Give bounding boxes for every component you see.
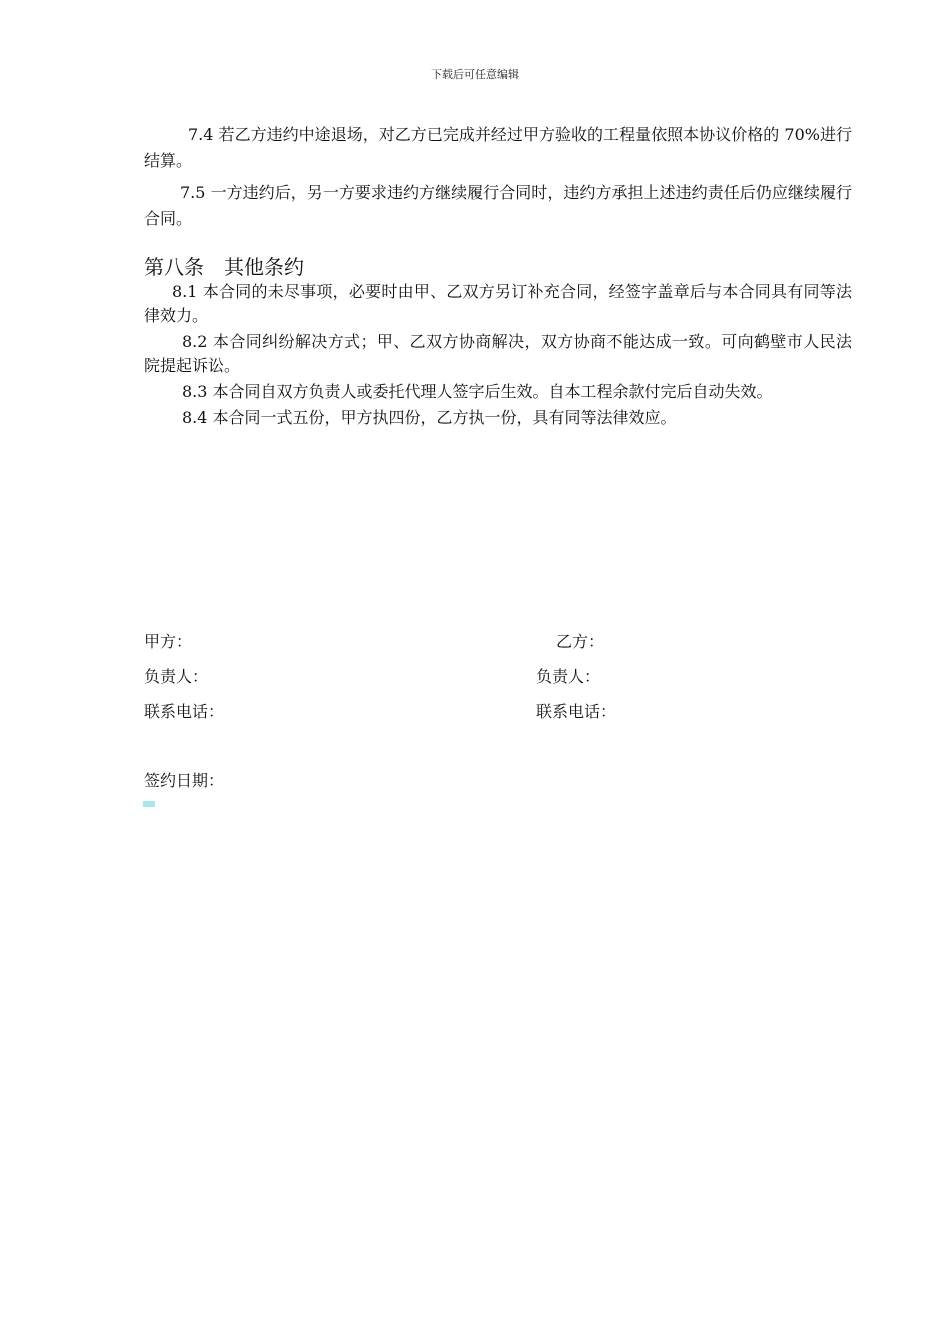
- clause-8-1: 8.1 本合同的未尽事项，必要时由甲、乙双方另订补充合同，经签字盖章后与本合同具有同等法律效力。: [144, 282, 852, 325]
- contract-body: [144, 122, 852, 430]
- phone-a-label: 联系电话：: [144, 702, 225, 721]
- signing-date-label: 签约日期：: [144, 771, 225, 790]
- clause-7-4: 7.4 若乙方违约中途退场，对乙方已完成并经过甲方验收的工程量依照本协议价格的 70%进行结算。: [144, 125, 852, 170]
- text-cursor-marker: [143, 801, 155, 807]
- clause-8-4: 8.4 本合同一式五份，甲方执四份，乙方执一份，具有同等法律效应。: [182, 408, 677, 427]
- party-a-label: 甲方：: [144, 632, 193, 651]
- phone-b-label: 联系电话：: [536, 702, 617, 721]
- clause-8-3: 8.3 本合同自双方负责人或委托代理人签字后生效。自本工程余款付完后自动失效。: [182, 382, 773, 401]
- representative-b-label: 负责人：: [536, 667, 601, 686]
- party-b-label: 乙方：: [556, 632, 605, 651]
- clause-7-5: 7.5 一方违约后，另一方要求违约方继续履行合同时，违约方承担上述违约责任后仍应继续履行合同。: [144, 183, 852, 228]
- clause-8-2: 8.2 本合同纠纷解决方式；甲、乙双方协商解决，双方协商不能达成一致。可向鹤壁市人民法院提起诉讼。: [144, 332, 852, 375]
- page-header-note: 下载后可任意编辑: [431, 68, 519, 81]
- section-8-title: 第八条 其他条约: [144, 255, 304, 279]
- representative-a-label: 负责人：: [144, 667, 209, 686]
